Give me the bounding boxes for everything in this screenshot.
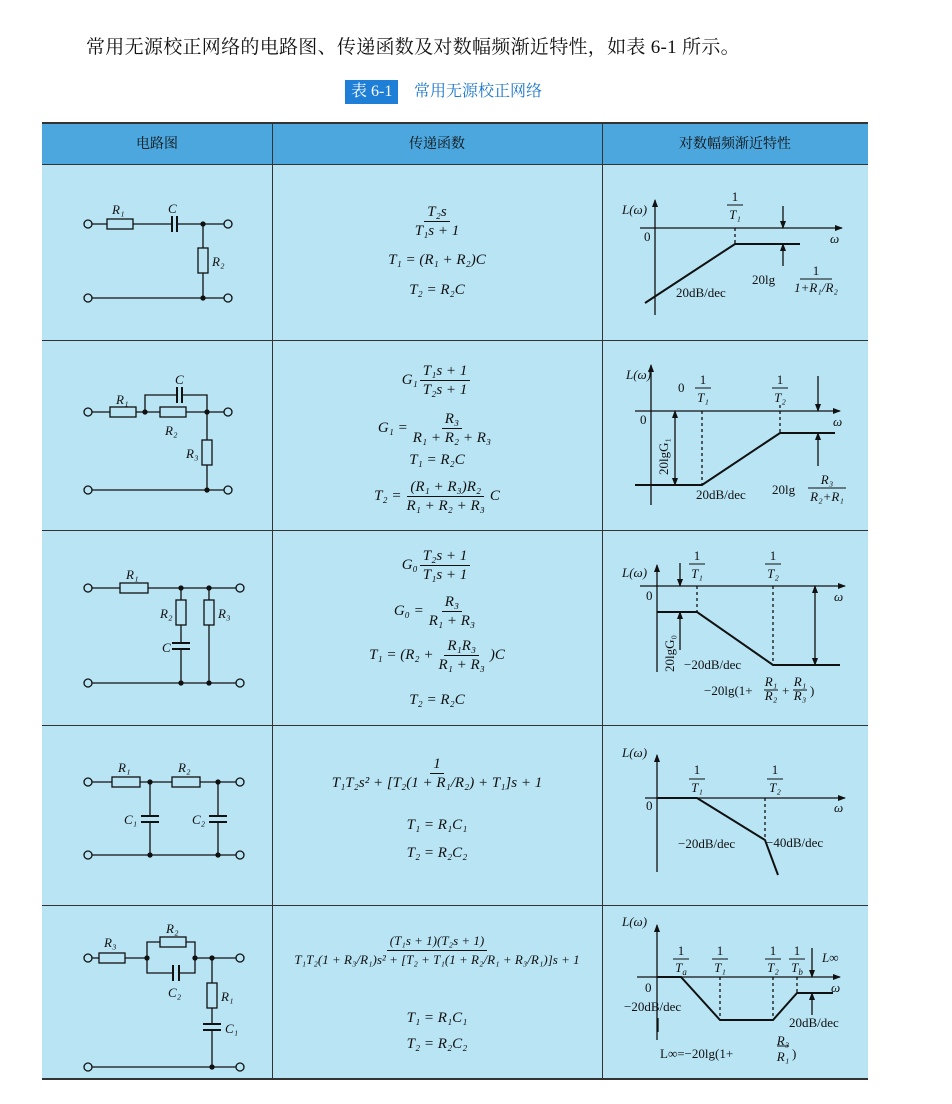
svg-text:T₁: T₁ [697, 390, 709, 405]
formula-line: T₁ = (R₁ + R₂)C [388, 252, 486, 268]
svg-text:0: 0 [644, 229, 651, 244]
svg-text:0: 0 [646, 588, 653, 603]
svg-text:ω: ω [830, 231, 840, 246]
svg-text:T₂: T₂ [767, 566, 779, 581]
svg-text:T₂: T₂ [769, 780, 781, 795]
svg-text:0: 0 [645, 980, 652, 995]
circuit-diagram-3 [84, 583, 244, 687]
circuit-diagram-1 [84, 216, 232, 302]
formula-line: T₂ = R₂C [409, 282, 465, 298]
bode-plot-1 [640, 200, 842, 315]
svg-text:1: 1 [699, 372, 707, 387]
svg-text:20dB/dec: 20dB/dec [676, 285, 726, 300]
svg-text:ω: ω [834, 589, 844, 604]
svg-text:): ) [792, 1046, 797, 1061]
svg-text:−20dB/dec: −20dB/dec [684, 657, 742, 672]
svg-text:L(ω): L(ω) [622, 745, 648, 760]
svg-text:−20dB/dec: −20dB/dec [678, 836, 736, 851]
label-r1: R₁ [112, 202, 125, 217]
svg-text:1: 1 [677, 943, 685, 958]
svg-text:R₂: R₂ [764, 688, 778, 703]
svg-text:R₁: R₁ [118, 760, 131, 775]
circuit-diagram-5 [84, 937, 244, 1071]
svg-text:1+R₁/R₂: 1+R₁/R₂ [794, 280, 838, 295]
svg-text:C₂: C₂ [168, 985, 182, 1000]
svg-text:R₁: R₁ [793, 674, 807, 689]
svg-text:0: 0 [640, 412, 647, 427]
svg-text:L∞=−20lg(1+: L∞=−20lg(1+ [660, 1046, 734, 1061]
svg-text:T₁: T₁ [729, 207, 741, 222]
svg-text:R₃: R₃ [218, 606, 231, 621]
intro-text: 常用无源校正网络的电路图、传递函数及对数幅频渐近特性，如表 6-1 所示。 [86, 37, 740, 58]
svg-text:20dB/dec: 20dB/dec [789, 1015, 839, 1030]
svg-text:20lgG₀: 20lgG₀ [662, 634, 677, 672]
svg-text:ω: ω [834, 800, 844, 815]
svg-text:R₃: R₃ [104, 935, 117, 950]
svg-text:R₁: R₁ [116, 392, 129, 407]
svg-text:1: 1 [776, 372, 784, 387]
resistor-icon [107, 219, 133, 229]
header-transfer-function: 传递函数 [409, 136, 465, 152]
svg-text:R₂: R₂ [166, 921, 179, 936]
svg-text:1: 1 [693, 762, 701, 777]
bode-plot-2-labels [625, 367, 844, 504]
header-bode-plot: 对数幅频渐近特性 [679, 136, 791, 152]
svg-text:L(ω): L(ω) [622, 202, 648, 217]
svg-text:C: C [175, 372, 184, 387]
svg-text:C₁: C₁ [124, 812, 138, 827]
bode-plot-1-labels [621, 189, 839, 300]
svg-text:L(ω): L(ω) [622, 914, 648, 929]
label-c: C [168, 201, 177, 216]
svg-text:1: 1 [771, 762, 779, 777]
svg-text:R₃: R₃ [776, 1033, 790, 1048]
svg-text:R₂: R₂ [178, 760, 191, 775]
svg-text:20lg: 20lg [772, 482, 796, 497]
circuit-diagram-4 [84, 777, 244, 859]
svg-text:1: 1 [769, 548, 777, 563]
svg-text:−40dB/dec: −40dB/dec [766, 835, 824, 850]
svg-text:C₁: C₁ [225, 1021, 239, 1036]
svg-text:1: 1 [731, 189, 739, 204]
svg-text:T₁: T₁ [714, 960, 726, 975]
svg-text:R₂+R₁: R₂+R₁ [810, 489, 844, 504]
svg-text:T₂: T₂ [774, 390, 786, 405]
svg-text:Tb: $T_b$ [791, 960, 803, 977]
svg-text:C₂: C₂ [192, 812, 206, 827]
svg-text:T₁: T₁ [691, 780, 703, 795]
svg-text:R₁: R₁ [126, 567, 139, 582]
bode-plot-2 [635, 365, 846, 505]
svg-text:R₁: R₁ [221, 989, 234, 1004]
svg-text:−20lg(1+: −20lg(1+ [704, 683, 753, 698]
fraction: $\frac{\text{T₂s}}{\text{T₁s + 1}}$ [414, 204, 460, 239]
bode-plot-3-labels [621, 548, 843, 703]
svg-text:L(ω): L(ω) [622, 565, 648, 580]
svg-text:+: + [782, 683, 790, 698]
svg-text:20dB/dec: 20dB/dec [696, 487, 746, 502]
capacitor-icon [172, 216, 177, 232]
svg-text:T₁: T₁ [691, 566, 703, 581]
svg-text:R₂: R₂ [165, 423, 178, 438]
svg-text:0: 0 [678, 380, 685, 395]
svg-text:R₁: R₁ [764, 674, 778, 689]
svg-text:Ta: $T_a$ [675, 960, 687, 977]
svg-text:1: 1 [812, 263, 820, 278]
table-number-badge: 表 6-1 [345, 80, 398, 104]
svg-text:1: 1 [793, 943, 801, 958]
bode-plot-5-labels [621, 914, 840, 1064]
svg-text:1: 1 [693, 548, 701, 563]
svg-text:L(ω): L(ω) [626, 367, 652, 382]
circuit-labels [103, 201, 238, 1036]
svg-text:T₂: T₂ [767, 960, 779, 975]
label-r2: R₂ [212, 254, 225, 269]
svg-text:20lgG₁: 20lgG₁ [656, 437, 671, 475]
table-caption: 常用无源校正网络 [414, 83, 543, 100]
svg-text:C: C [162, 640, 171, 655]
svg-text:R₃: R₃ [186, 446, 199, 461]
svg-text:R₃: R₃ [820, 472, 834, 487]
svg-text:L∞: L∞ [822, 950, 839, 965]
svg-text:R₁: R₁ [776, 1049, 790, 1064]
svg-text:−20dB/dec: −20dB/dec [624, 999, 682, 1014]
svg-text:R₃: R₃ [793, 688, 807, 703]
header-circuit: 电路图 [136, 136, 178, 152]
svg-text:20lg: 20lg [752, 272, 776, 287]
circuit-diagram-2 [84, 387, 232, 494]
bode-plot-4 [645, 755, 845, 875]
svg-text:R₂: R₂ [160, 606, 173, 621]
svg-text:1: 1 [769, 943, 777, 958]
svg-text:ω: ω [831, 980, 841, 995]
resistor-icon [198, 248, 208, 273]
svg-text:ω: ω [833, 414, 843, 429]
svg-text:): ) [810, 683, 815, 698]
svg-text:1: 1 [716, 943, 724, 958]
svg-text:0: 0 [646, 798, 653, 813]
